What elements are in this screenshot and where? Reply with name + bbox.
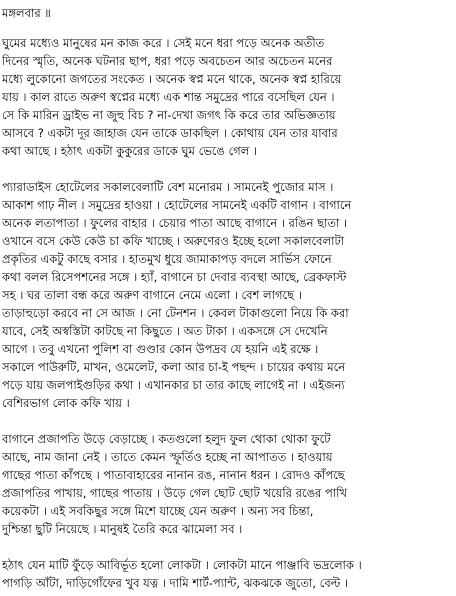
text-line: আসবে ? একটা দূর জাহাজ যেন তাকে ডাকছিল । কোথায় যেন তার যাবার [2, 126, 338, 140]
text-line: যাবে, সেই অস্বস্তিটা কাটছে না কিছুতে । অত টাকা । একসঙ্গে সে দেখেনি [2, 324, 328, 338]
text-line: দিনের স্মৃতি, অনেক ঘটনার ছাপ, ধরা পড়ে অবচেতন আর অচেতন মনের [2, 54, 333, 68]
text-line: ওখানে বসে কেউ কেউ চা কফি খাচ্ছে । অরুণেরও ইচ্ছে হলো সকালবেলাটা [2, 234, 345, 248]
text-line: হঠাৎ যেন মাটি ফুঁড়ে আবির্ভূত হলো লোকটা । লোকটা মানে পাঞ্জাবি ভদ্রলোক । [2, 558, 362, 572]
paragraph-1 [2, 34, 450, 160]
paragraph-3 [2, 430, 450, 538]
text-line: আছে, নাম জানা নেই । তাতে কেমন স্ফূর্তিও হচ্ছে না আপাতত । হাওয়ায় [2, 450, 333, 464]
text-line: ঘুমের মধ্যেও মানুষের মন কাজ করে । সেই মনে ধরা পড়ে অনেক অতীত [2, 36, 325, 50]
text-line: বাগানে প্রজাপতি উড়ে বেড়াচ্ছে । কতগুলো হলুদ ফুল থোকা থোকা ফুটে [2, 432, 331, 446]
text-line: সহ । ঘর তালা বন্ধ করে অরুণ বাগানে নেমে এলো । বেশ লাগছে । [2, 288, 302, 302]
text-line: সে কি মারিন ড্রাইভ না জুহু বিচ ? না-দেখা জগৎ কি করে তার অভিজ্ঞতায় [2, 108, 336, 122]
text-line: গাছের পাতা কাঁপছে । পাতাবাহারের নানান রঙ, নানান ধরন । রোদও কাঁপছে [2, 468, 345, 482]
text-line: পড়ে যায় জলপাইগুড়ির কথা । এখানকার চা তার কাছে লাগেই না । এইজন্য [2, 378, 345, 392]
text-line: প্রজাপতির পাখায়, গাছের পাতায় । উড়ে গেল ছোট ছোট খয়েরি রঙের পাখি [2, 486, 347, 500]
text-line: অনেক লতাপাতা । ফুলের বাহার । চেয়ার পাতা আছে বাগানে । রঙিন ছাতা । [2, 216, 348, 230]
text-line: তাড়াহুড়ো করবে না সে আজ । নো টেনশন । কেবল টাকাগুলো নিয়ে কি করা [2, 306, 349, 320]
paragraph-2 [2, 178, 450, 412]
text-line: প্যারাডাইস হোটেলের সকালবেলাটি বেশ মনোরম । সামনেই পুজোর মাস । [2, 180, 334, 194]
text-line: পাগড়ি আঁটা, দাড়িগোঁফের খুব যত্ন । দামি শার্ট-প্যান্ট, ঝকঝকে জুতো, বেল্ট । [2, 576, 349, 590]
body-text [2, 34, 450, 592]
text-line: আগে । তবু এখনো পুলিশ বা গুণ্ডার কোন উপদ্রব যে হয়নি এই রক্ষে । [2, 342, 319, 356]
paragraph-4 [2, 556, 450, 592]
text-line: মধ্যে লুকোনো জগতের সংকেত । অনেক স্বপ্ন মনে থাকে, অনেক স্বপ্ন হারিয়ে [2, 72, 342, 86]
text-line: দুশ্চিন্তা ছুটি নিয়েছে । মানুষই তৈরি করে ঝামেলা সব । [2, 522, 243, 536]
text-line: সকালে পাউরুটি, মাখন, ওমেলেট, কলা আর চা-ই পছন্দ । চায়ের কথায় মনে [2, 360, 346, 374]
text-line: কথা আছে । হঠাৎ একটা কুকুরের ডাকে ঘুম ভেঙে গেল । [2, 144, 258, 158]
text-line: যায় । কাল রাতে অরুণ স্বপ্নের মধ্যে এক শান্ত সমুদ্রের পারে বসেছিল যেন । [2, 90, 335, 104]
text-line: আকাশ গাঢ় নীল । সমুদ্রের হাওয়া । হোটেলের সামনেই একটি বাগান । বাগানে [2, 198, 352, 212]
text-line: প্রকৃতির একটু কাছে বসার । হাতমুখ ধুয়ে জামাকাপড় বদলে সার্ভিস ফোনে [2, 252, 332, 266]
page-heading: মঙ্গলবার ॥ [2, 6, 51, 20]
text-line: কয়েকটা । এই সবকিছুর সঙ্গে মিশে যাচ্ছে যেন অরুণ । অন্য সব চিন্তা, [2, 504, 314, 518]
text-line: বেশিরভাগ লোক কফি খায় । [2, 396, 130, 410]
text-line: কথা বলল রিসেপশনের সঙ্গে । হ্যাঁ, বাগানে চা দেবার ব্যবস্থা আছে, ব্রেকফাস্ট [2, 270, 347, 284]
